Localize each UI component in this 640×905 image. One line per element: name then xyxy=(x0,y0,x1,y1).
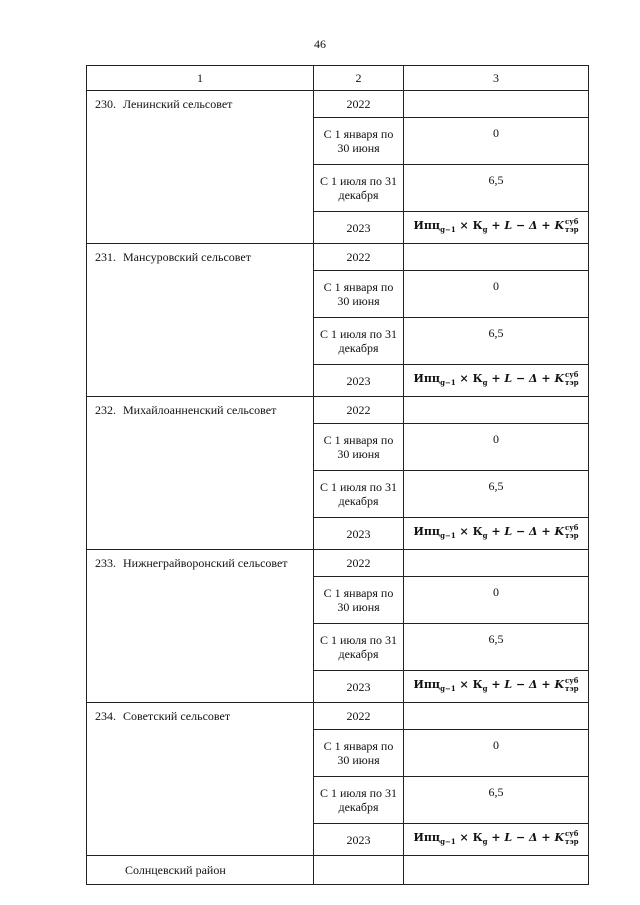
index-formula: $Ипц_{g-1} \times К_g + L - \Delta + K$ суб тэр xyxy=(413,522,579,541)
row-number: 234. xyxy=(95,709,116,723)
settlement-name-cell xyxy=(87,91,314,244)
page-number: 46 xyxy=(314,37,326,51)
settlement-name-cell xyxy=(87,397,314,550)
period-cell: С 1 июля по 31 декабря xyxy=(314,165,404,212)
index-formula: $Ипц_{g-1} \times К_g + L - \Delta + K$ суб тэр xyxy=(413,828,579,847)
value-cell: 0 xyxy=(404,118,589,165)
row-232-year-2022 xyxy=(87,397,589,424)
row-233-year-2022 xyxy=(87,550,589,577)
header-col-2: 2 xyxy=(314,66,404,91)
settlement-name-cell xyxy=(87,703,314,856)
year-cell: 2023 xyxy=(314,365,404,397)
empty-cell xyxy=(314,856,404,885)
formula-cell xyxy=(404,671,589,703)
value-cell: 0 xyxy=(404,424,589,471)
settlement-name: Мансуровский сельсовет xyxy=(123,250,251,264)
period-cell: С 1 июля по 31 декабря xyxy=(314,777,404,824)
header-row xyxy=(87,66,589,91)
district-name: Солнцевский район xyxy=(87,856,314,885)
period-cell: С 1 января по 30 июня xyxy=(314,577,404,624)
value-cell: 6,5 xyxy=(404,165,589,212)
formula-cell xyxy=(404,365,589,397)
settlement-name-cell xyxy=(87,550,314,703)
settlement-name: Нижнеграйворонский сельсовет xyxy=(123,556,288,570)
header-col-1: 1 xyxy=(87,66,314,91)
empty-value-cell xyxy=(404,397,589,424)
index-formula: $Ипц_{g-1} \times К_g + L - \Delta + K$ суб тэр xyxy=(413,216,579,235)
period-cell: С 1 июля по 31 декабря xyxy=(314,318,404,365)
settlement-name-cell xyxy=(87,244,314,397)
row-231-year-2022 xyxy=(87,244,589,271)
row-number: 233. xyxy=(95,556,116,570)
empty-value-cell xyxy=(404,703,589,730)
year-cell: 2023 xyxy=(314,824,404,856)
empty-value-cell xyxy=(404,91,589,118)
row-230-year-2022 xyxy=(87,91,589,118)
year-cell: 2022 xyxy=(314,244,404,271)
formula-cell xyxy=(404,212,589,244)
district-row xyxy=(87,856,589,885)
row-number: 231. xyxy=(95,250,116,264)
year-cell: 2023 xyxy=(314,212,404,244)
value-cell: 6,5 xyxy=(404,318,589,365)
year-cell: 2022 xyxy=(314,397,404,424)
row-number: 232. xyxy=(95,403,116,417)
period-cell: С 1 января по 30 июня xyxy=(314,730,404,777)
value-cell: 6,5 xyxy=(404,777,589,824)
formula-cell xyxy=(404,518,589,550)
year-cell: 2023 xyxy=(314,671,404,703)
settlement-name: Советский сельсовет xyxy=(123,709,231,723)
period-cell: С 1 января по 30 июня xyxy=(314,271,404,318)
header-col-3: 3 xyxy=(404,66,589,91)
value-cell: 0 xyxy=(404,577,589,624)
period-cell: С 1 июля по 31 декабря xyxy=(314,471,404,518)
empty-value-cell xyxy=(404,244,589,271)
period-cell: С 1 января по 30 июня xyxy=(314,424,404,471)
value-cell: 6,5 xyxy=(404,624,589,671)
value-cell: 0 xyxy=(404,730,589,777)
value-cell: 6,5 xyxy=(404,471,589,518)
year-cell: 2022 xyxy=(314,550,404,577)
row-number: 230. xyxy=(95,97,116,111)
empty-cell xyxy=(404,856,589,885)
settlement-name: Ленинский сельсовет xyxy=(123,97,233,111)
period-cell: С 1 июля по 31 декабря xyxy=(314,624,404,671)
settlement-name: Михайлоанненский сельсовет xyxy=(123,403,277,417)
empty-value-cell xyxy=(404,550,589,577)
tariff-table xyxy=(86,65,589,885)
index-formula: $Ипц_{g-1} \times К_g + L - \Delta + K$ суб тэр xyxy=(413,675,579,694)
value-cell: 0 xyxy=(404,271,589,318)
row-234-year-2022 xyxy=(87,703,589,730)
year-cell: 2022 xyxy=(314,703,404,730)
year-cell: 2022 xyxy=(314,91,404,118)
formula-cell xyxy=(404,824,589,856)
period-cell: С 1 января по 30 июня xyxy=(314,118,404,165)
index-formula: $Ипц_{g-1} \times К_g + L - \Delta + K$ суб тэр xyxy=(413,369,579,388)
year-cell: 2023 xyxy=(314,518,404,550)
